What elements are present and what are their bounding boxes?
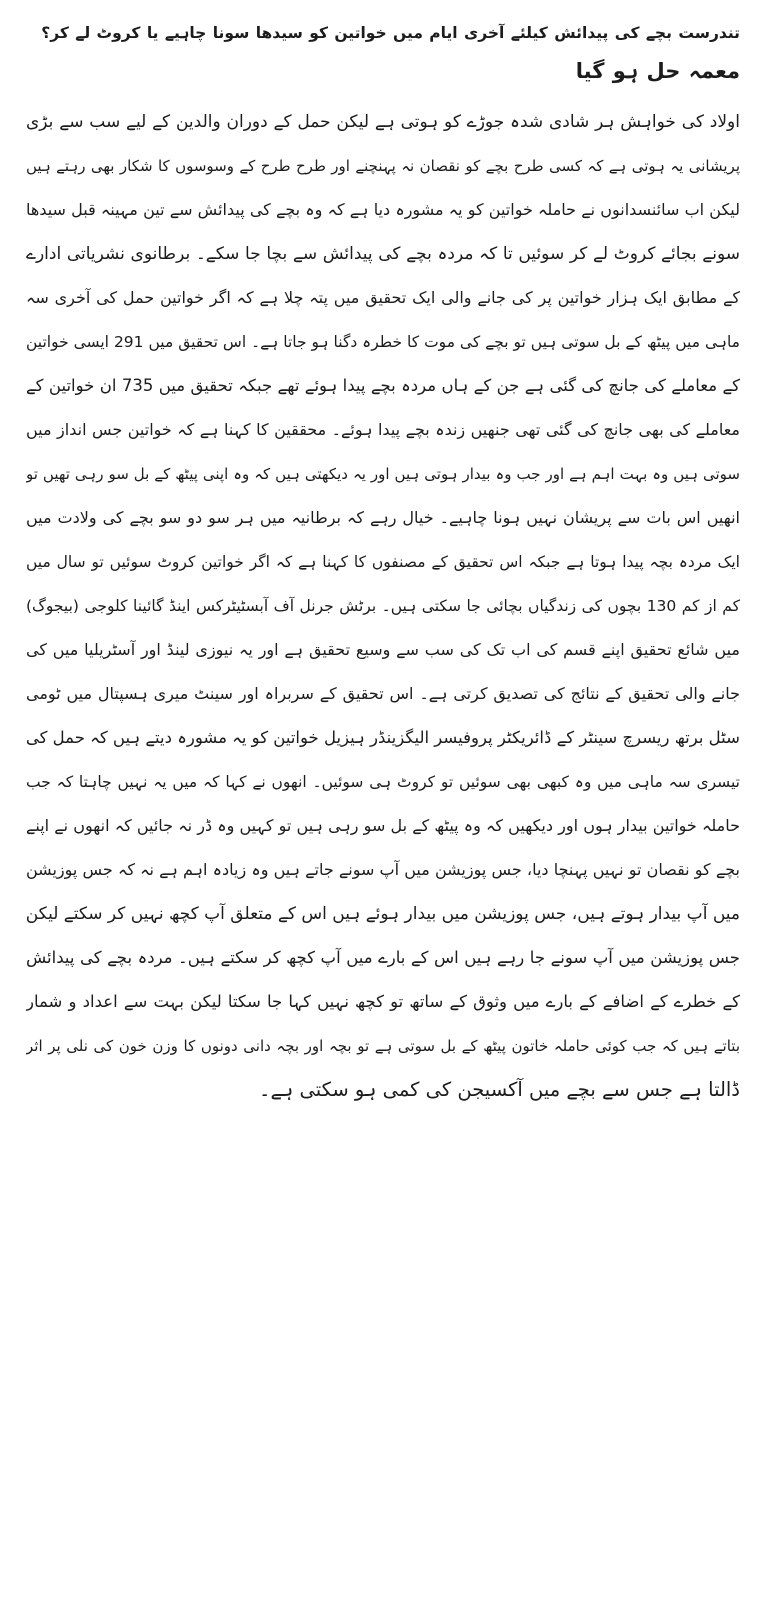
body-line: میں آپ بیدار ہوتے ہیں، جس پوزیشن میں بیدار ہوئے ہیں اس کے متعلق آپ کچھ نہیں کر سکتے لیکن	[26, 904, 740, 924]
title-line: تندرست بچے کی پیدائش کیلئے آخری ایام میں خواتین کو سیدھا سونا چاہیے یا کروٹ لے کر؟	[41, 24, 740, 42]
body-line: ماہی میں پیٹھ کے بل سوتی ہیں تو بچے کی موت کا خطرہ دگنا ہو جاتا ہے۔ اس تحقیق میں 291 ایسی خواتین	[26, 333, 740, 351]
body-line: بچے کو نقصان تو نہیں پہنچا دیا، جس پوزیشن میں آپ سونے جاتے ہیں وہ زیادہ اہم ہے نہ کہ جس پوزیشن	[26, 860, 740, 879]
body-line: کے معاملے کی جانچ کی گئی ہے جن کے ہاں مردہ بچے پیدا ہوئے تھے جبکہ تحقیق میں 735 ان خواتین کے	[26, 376, 740, 395]
body-line: جس پوزیشن میں آپ سونے جا رہے ہیں اس کے بارے میں آپ کچھ کر سکتے ہیں۔ مردہ بچے کی پیدائش	[26, 948, 740, 967]
body-line: تیسری سہ ماہی میں وہ کبھی بھی سوئیں تو کروٹ ہی سوئیں۔ انھوں نے کہا کہ میں یہ نہیں چاہتا کہ جب	[26, 773, 740, 791]
body-line: اولاد کی خواہش ہر شادی شدہ جوڑے کو ہوتی ہے لیکن حمل کے دوران والدین کے لیے سب سے بڑی	[26, 112, 740, 132]
body-line: معاملے کی بھی جانچ کی گئی تھی جنھیں زندہ بچے پیدا ہوئے۔ محققین کا کہنا ہے کہ خواتین جس انداز میں	[26, 420, 740, 439]
body-line: کے مطابق ایک ہزار خواتین پر کی جانے والی ایک تحقیق میں پتہ چلا ہے کہ اگر خواتین حمل کی آخری سہ	[26, 288, 740, 307]
title-line: معمہ حل ہو گیا	[575, 59, 740, 83]
body-line: سٹل برتھ ریسرچ سینٹر کے ڈائریکٹر پروفیسر الیگزینڈر ہیزیل خواتین کو یہ مشورہ دیتے ہیں کہ حمل کی	[26, 728, 740, 747]
body-line: حاملہ خواتین بیدار ہوں اور دیکھیں کہ وہ پیٹھ کے بل سو رہی ہیں تو کہیں وہ ڈر نہ جائیں کہ انھوں نے اپنے	[26, 816, 740, 835]
body-line: پریشانی یہ ہوتی ہے کہ کسی طرح بچے کو نقصان نہ پہنچنے اور طرح طرح کے وسوسوں کا شکار بھی رہتے ہیں	[26, 157, 740, 175]
article-title	[26, 14, 740, 90]
body-line: کے خطرے کے اضافے کے بارے میں وثوق کے ساتھ تو کچھ نہیں کہا جا سکتا لیکن بہت سے اعداد و شمار	[26, 992, 740, 1011]
body-line: لیکن اب سائنسدانوں نے حاملہ خواتین کو یہ مشورہ دیا ہے کہ وہ بچے کی پیدائش سے تین مہینہ قبل سیدھا	[26, 200, 740, 219]
body-line: کم از کم 130 بچوں کی زندگیاں بچائی جا سکتی ہیں۔ برٹش جرنل آف آبسٹیٹرکس اینڈ گائینا کلوجی (بیجوگ)	[26, 597, 740, 615]
body-line: سوتی ہیں وہ بہت اہم ہے اور جب وہ بیدار ہوتی ہیں اور یہ دیکھتی ہیں کہ وہ اپنی پیٹھ کے بل سو رہی تھیں تو	[26, 465, 740, 483]
body-line: سونے بجائے کروٹ لے کر سوئیں تا کہ مردہ بچے کی پیدائش سے بچا جا سکے۔ برطانوی نشریاتی ادارے	[26, 244, 740, 264]
body-line: انھیں اس بات سے پریشان نہیں ہونا چاہیے۔ خیال رہے کہ برطانیہ میں ہر سو دو سو بچے کی ولادت میں	[26, 508, 740, 527]
body-line-last: ڈالتا ہے جس سے بچے میں آکسیجن کی کمی ہو سکتی ہے۔	[259, 1078, 740, 1101]
article-body	[26, 100, 740, 1112]
body-line: جانے والی تحقیق کے نتائج کی تصدیق کرتی ہے۔ اس تحقیق کے سربراہ اور سینٹ میری ہسپتال میں ٹومی	[26, 684, 740, 703]
body-line: ایک مردہ بچہ پیدا ہوتا ہے جبکہ اس تحقیق کے مصنفوں کا کہنا ہے کہ اگر خواتین کروٹ سوئیں تو سال میں	[26, 553, 740, 571]
body-line: بتاتے ہیں کہ جب کوئی حاملہ خاتون پیٹھ کے بل سوتی ہے تو بچہ اور بچہ دانی دونوں کا وزن خون کی نلی پر اثر	[26, 1037, 740, 1055]
body-line: میں شائع تحقیق اپنے قسم کی اب تک کی سب سے وسیع تحقیق ہے اور یہ نیوزی لینڈ اور آسٹریلیا میں کی	[26, 640, 740, 659]
